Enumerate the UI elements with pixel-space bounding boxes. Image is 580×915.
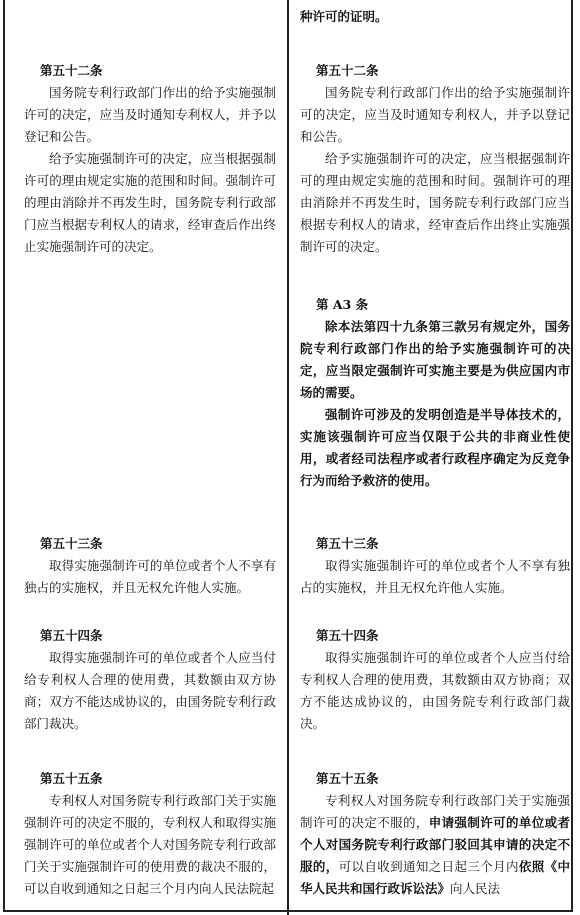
article-title: 第五十二条	[316, 63, 379, 78]
article-52-left	[24, 60, 276, 258]
article-55-left	[24, 768, 276, 900]
text-segment: 可以自收到通知之日起三个月内	[338, 859, 519, 874]
article-title: 第五十三条	[40, 536, 103, 551]
article-title: 第五十二条	[40, 63, 103, 78]
article-title: 第五十五条	[316, 771, 379, 786]
text-segment: 专利权人对国务院专利行政部门关于实施强制许可的决定不服的，	[300, 793, 570, 830]
article-title: 第五十四条	[40, 628, 103, 643]
article-paragraph: 给予实施强制许可的决定，应当根据强制许可的理由规定实施的范围和时间。强制许可的理由消除并不再发生时，国务院专利行政部门应当根据专利权人的请求，经审查后作出终止实施强制许可的决定。	[24, 151, 276, 254]
continued-text	[300, 6, 570, 28]
article-a3-right	[300, 294, 570, 492]
article-paragraph: 取得实施强制许可的单位或者个人应当付给专利权人合理的使用费，其数额由双方协商；双方不能达成协议的，由国务院专利行政部门裁决。	[300, 650, 570, 731]
article-54-right	[300, 625, 570, 735]
article-paragraph: 专利权人对国务院专利行政部门关于实施强制许可的决定不服的，专利权人和取得实施强制许可的单位或者个人对国务院专利行政部门关于实施强制许可的使用费的裁决不服的，可以自收到通知之日起三个月内向人民法院起	[24, 793, 276, 896]
article-53-left	[24, 533, 276, 599]
article-55-right	[300, 768, 570, 900]
inserted-text-segment: 申请强制许可的单位或者个人对国务院专利行政部门驳回其申请的决定不服的，	[300, 815, 570, 874]
article-paragraph: 取得实施强制许可的单位或者个人不享有独占的实施权，并且无权允许他人实施。	[24, 558, 276, 595]
article-paragraph: 取得实施强制许可的单位或者个人应当付给专利权人合理的使用费，其数额由双方协商；双方不能达成协议的，由国务院专利行政部门裁决。	[24, 650, 276, 731]
article-title: 第五十五条	[40, 771, 103, 786]
article-paragraph: 取得实施强制许可的单位或者个人不享有独占的实施权，并且无权允许他人实施。	[300, 558, 570, 595]
article-title: 第 A3 条	[316, 297, 369, 312]
article-paragraph: 强制许可涉及的发明创造是半导体技术的，实施该强制许可应当仅限于公共的非商业性使用，或者经司法程序或者行政程序确定为反竞争行为而给予救济的使用。	[300, 407, 570, 488]
inserted-text-segment: 依照《中华人民共和国行政诉讼法》	[300, 859, 570, 896]
article-title: 第五十四条	[316, 628, 379, 643]
article-paragraph: 给予实施强制许可的决定，应当根据强制许可的理由规定实施的范围和时间。强制许可的理由消除并不再发生时，国务院专利行政部门应当根据专利权人的请求，经审查后作出终止实施强制许可的决定。	[300, 151, 570, 254]
column-divider	[287, 0, 289, 915]
article-54-left	[24, 625, 276, 735]
article-paragraph	[300, 790, 570, 900]
article-paragraph: 除本法第四十九条第三款另有规定外，国务院专利行政部门作出的给予实施强制许可的决定，应当限定强制许可实施主要是为供应国内市场的需要。	[300, 319, 570, 400]
article-title: 第五十三条	[316, 536, 379, 551]
article-paragraph: 国务院专利行政部门作出的给予实施强制许可的决定，应当及时通知专利权人，并予以登记和公告。	[300, 85, 570, 144]
article-52-right	[300, 60, 570, 258]
text-segment: 向人民法	[450, 881, 501, 896]
continued-line: 种许可的证明。	[300, 9, 388, 24]
article-paragraph: 国务院专利行政部门作出的给予实施强制许可的决定，应当及时通知专利权人，并予以登记和公告。	[24, 85, 276, 144]
article-53-right	[300, 533, 570, 599]
